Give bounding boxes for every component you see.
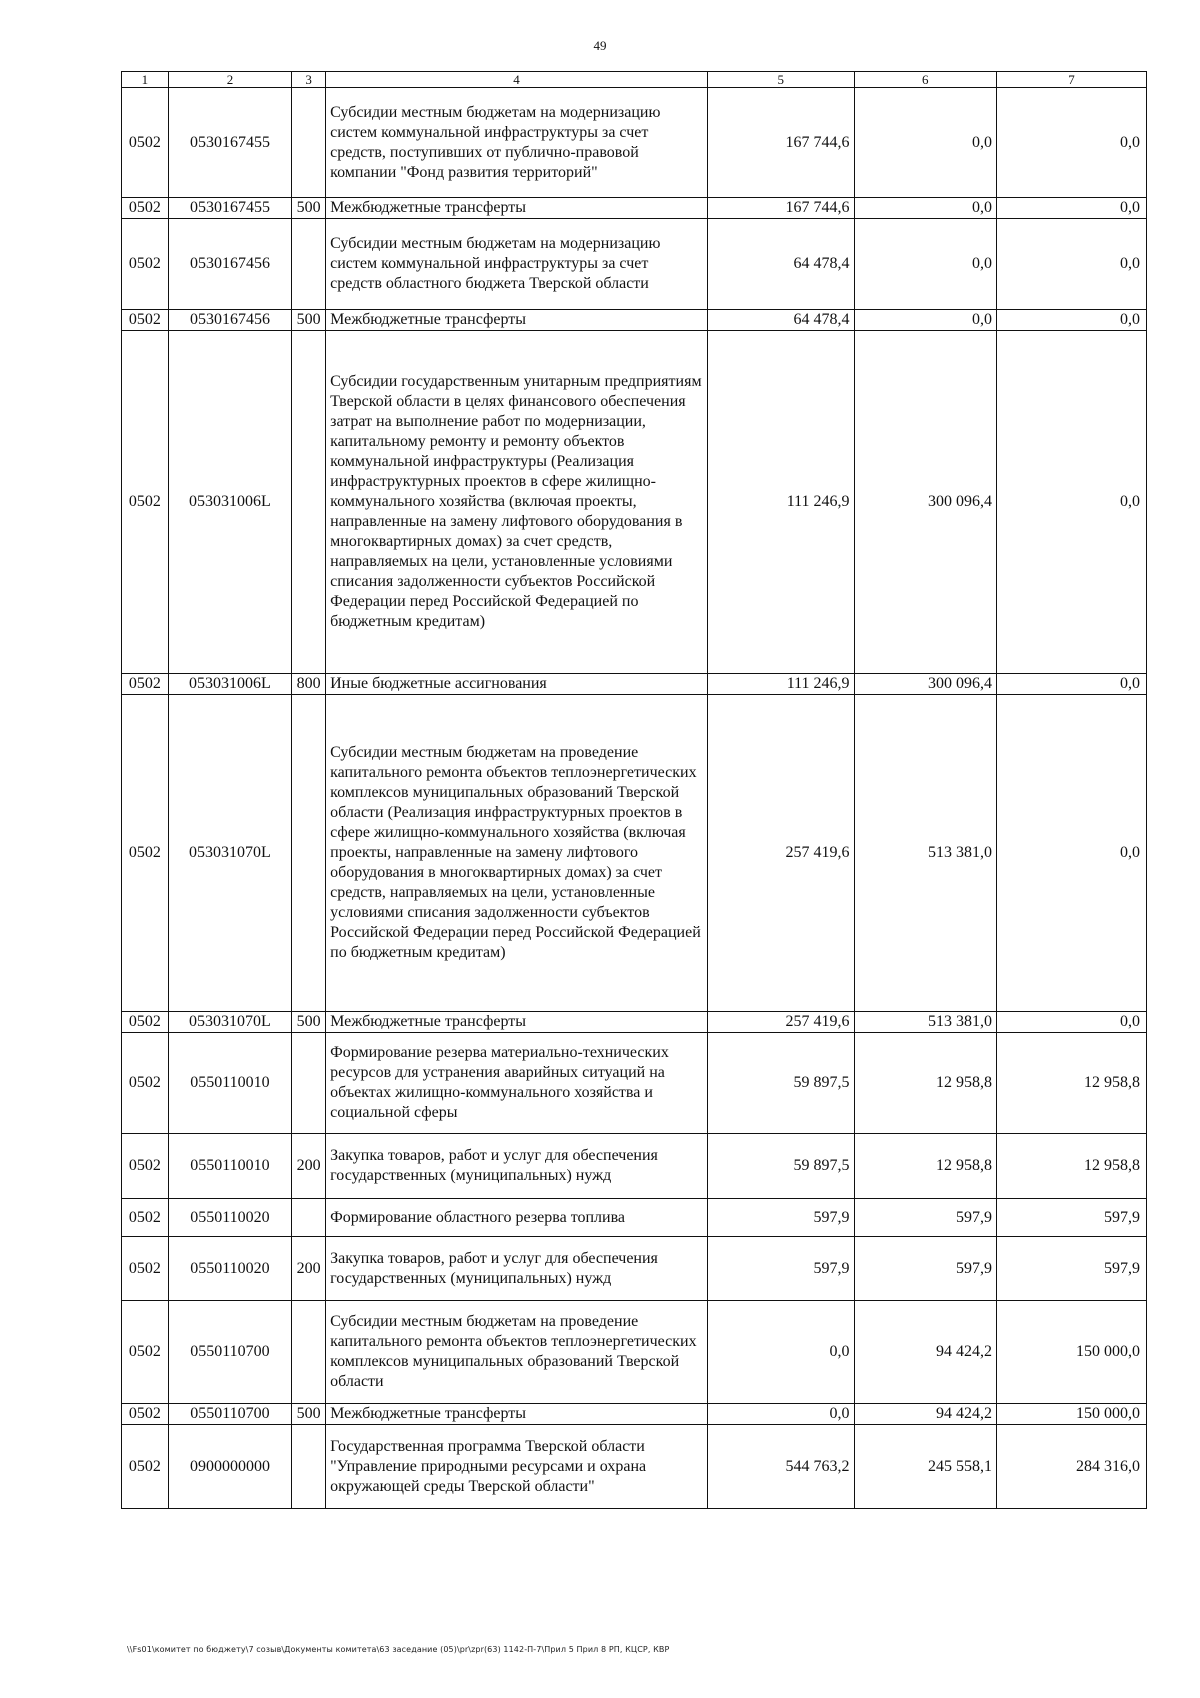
section-code-cell: 0502	[122, 331, 169, 674]
section-code-cell: 0502	[122, 1425, 169, 1509]
section-code-cell: 0502	[122, 1134, 169, 1199]
table-row	[122, 695, 1147, 1012]
target-article-cell: 0900000000	[168, 1425, 291, 1509]
item-name-cell: Формирование резерва материально-технических ресурсов для устранения аварийных ситуаций на объектах жилищно-коммунального хозяйства и социальной сферы	[326, 1033, 708, 1134]
target-article-cell: 053031070L	[168, 695, 291, 1012]
item-name-cell: Субсидии местным бюджетам на модернизацию систем коммунальной инфраструктуры за счет средств, поступивших от публично-правовой компании "Фонд развития территорий"	[326, 88, 708, 198]
amount-col6-cell: 94 424,2	[854, 1301, 996, 1404]
budget-table	[121, 71, 1147, 1509]
target-article-cell: 0530167455	[168, 198, 291, 219]
item-name-cell: Субсидии местным бюджетам на проведение капитального ремонта объектов теплоэнергетических комплексов муниципальных образований Тверской области	[326, 1301, 708, 1404]
expense-type-cell	[292, 88, 326, 198]
section-code-cell: 0502	[122, 674, 169, 695]
page-number: 49	[593, 38, 607, 53]
target-article-cell: 0530167456	[168, 310, 291, 331]
item-name-cell: Межбюджетные трансферты	[326, 198, 708, 219]
expense-type-cell	[292, 695, 326, 1012]
amount-col6-cell: 300 096,4	[854, 674, 996, 695]
amount-col5-cell: 257 419,6	[707, 1012, 854, 1033]
amount-col7-cell: 0,0	[997, 674, 1147, 695]
amount-col7-cell: 597,9	[997, 1237, 1147, 1301]
amount-col6-cell: 0,0	[854, 198, 996, 219]
amount-col6-cell: 300 096,4	[854, 331, 996, 674]
amount-col7-cell: 12 958,8	[997, 1033, 1147, 1134]
item-name-cell: Субсидии государственным унитарным предприятиям Тверской области в целях финансового обеспечения затрат на выполнение работ по модернизации, капитальному ремонту и ремонту объектов коммунальной инфраструктуры (Реализация инфраструктурных проектов в сфере жилищно-коммунального хозяйства (включая проекты, направленные на замену лифтового оборудования в многоквартирных домах) за счет средств, направляемых на цели, установленные условиями списания задолженности субъектов Российской Федерации перед Российской Федерацией по бюджетным кредитам)	[326, 331, 708, 674]
target-article-cell: 0550110700	[168, 1404, 291, 1425]
amount-col5-cell: 597,9	[707, 1237, 854, 1301]
header-cell: 5	[707, 72, 854, 88]
amount-col5-cell: 167 744,6	[707, 88, 854, 198]
table-row	[122, 1301, 1147, 1404]
target-article-cell: 053031006L	[168, 674, 291, 695]
table-row	[122, 1012, 1147, 1033]
section-code-cell: 0502	[122, 695, 169, 1012]
section-code-cell: 0502	[122, 219, 169, 310]
header-cell: 3	[292, 72, 326, 88]
amount-col7-cell: 0,0	[997, 198, 1147, 219]
amount-col7-cell: 0,0	[997, 331, 1147, 674]
amount-col5-cell: 111 246,9	[707, 674, 854, 695]
expense-type-cell: 500	[292, 310, 326, 331]
amount-col5-cell: 257 419,6	[707, 695, 854, 1012]
section-code-cell: 0502	[122, 1033, 169, 1134]
amount-col6-cell: 94 424,2	[854, 1404, 996, 1425]
amount-col7-cell: 597,9	[997, 1199, 1147, 1237]
section-code-cell: 0502	[122, 1012, 169, 1033]
amount-col5-cell: 0,0	[707, 1301, 854, 1404]
amount-col6-cell: 0,0	[854, 219, 996, 310]
target-article-cell: 0550110020	[168, 1199, 291, 1237]
target-article-cell: 0550110010	[168, 1134, 291, 1199]
section-code-cell: 0502	[122, 310, 169, 331]
amount-col7-cell: 150 000,0	[997, 1404, 1147, 1425]
section-code-cell: 0502	[122, 1301, 169, 1404]
amount-col5-cell: 0,0	[707, 1404, 854, 1425]
section-code-cell: 0502	[122, 1199, 169, 1237]
target-article-cell: 0550110700	[168, 1301, 291, 1404]
expense-type-cell: 200	[292, 1134, 326, 1199]
amount-col6-cell: 0,0	[854, 88, 996, 198]
expense-type-cell	[292, 1425, 326, 1509]
amount-col6-cell: 513 381,0	[854, 1012, 996, 1033]
header-cell: 6	[854, 72, 996, 88]
expense-type-cell	[292, 1033, 326, 1134]
amount-col7-cell: 12 958,8	[997, 1134, 1147, 1199]
target-article-cell: 0550110020	[168, 1237, 291, 1301]
item-name-cell: Закупка товаров, работ и услуг для обеспечения государственных (муниципальных) нужд	[326, 1134, 708, 1199]
item-name-cell: Межбюджетные трансферты	[326, 1012, 708, 1033]
header-row	[122, 72, 1147, 88]
item-name-cell: Иные бюджетные ассигнования	[326, 674, 708, 695]
amount-col6-cell: 513 381,0	[854, 695, 996, 1012]
table-row	[122, 1134, 1147, 1199]
expense-type-cell	[292, 1301, 326, 1404]
table-row	[122, 1425, 1147, 1509]
item-name-cell: Межбюджетные трансферты	[326, 310, 708, 331]
amount-col5-cell: 59 897,5	[707, 1033, 854, 1134]
amount-col5-cell: 111 246,9	[707, 331, 854, 674]
item-name-cell: Субсидии местным бюджетам на модернизацию систем коммунальной инфраструктуры за счет средств областного бюджета Тверской области	[326, 219, 708, 310]
header-cell: 2	[168, 72, 291, 88]
item-name-cell: Государственная программа Тверской области "Управление природными ресурсами и охрана окружающей среды Тверской области"	[326, 1425, 708, 1509]
table-row	[122, 1404, 1147, 1425]
section-code-cell: 0502	[122, 198, 169, 219]
amount-col5-cell: 544 763,2	[707, 1425, 854, 1509]
target-article-cell: 053031006L	[168, 331, 291, 674]
item-name-cell: Закупка товаров, работ и услуг для обеспечения государственных (муниципальных) нужд	[326, 1237, 708, 1301]
item-name-cell: Межбюджетные трансферты	[326, 1404, 708, 1425]
table-row	[122, 1237, 1147, 1301]
expense-type-cell: 500	[292, 198, 326, 219]
table-row	[122, 1199, 1147, 1237]
header-cell: 1	[122, 72, 169, 88]
table-row	[122, 219, 1147, 310]
amount-col6-cell: 12 958,8	[854, 1033, 996, 1134]
table-row	[122, 674, 1147, 695]
target-article-cell: 0530167456	[168, 219, 291, 310]
table-row	[122, 198, 1147, 219]
amount-col6-cell: 597,9	[854, 1237, 996, 1301]
expense-type-cell: 800	[292, 674, 326, 695]
item-name-cell: Субсидии местным бюджетам на проведение капитального ремонта объектов теплоэнергетических комплексов муниципальных образований Тверской области (Реализация инфраструктурных проектов в сфере жилищно-коммунального хозяйства (включая проекты, направленные на замену лифтового оборудования в многоквартирных домах) за счет средств, направляемых на цели, установленные условиями списания задолженности субъектов Российской Федерации перед Российской Федерацией по бюджетным кредитам)	[326, 695, 708, 1012]
header-cell: 7	[997, 72, 1147, 88]
expense-type-cell	[292, 331, 326, 674]
amount-col7-cell: 0,0	[997, 310, 1147, 331]
amount-col5-cell: 167 744,6	[707, 198, 854, 219]
section-code-cell: 0502	[122, 1404, 169, 1425]
amount-col6-cell: 12 958,8	[854, 1134, 996, 1199]
amount-col7-cell: 0,0	[997, 695, 1147, 1012]
section-code-cell: 0502	[122, 88, 169, 198]
header-cell: 4	[326, 72, 708, 88]
table-row	[122, 331, 1147, 674]
expense-type-cell: 200	[292, 1237, 326, 1301]
amount-col7-cell: 150 000,0	[997, 1301, 1147, 1404]
amount-col5-cell: 64 478,4	[707, 219, 854, 310]
target-article-cell: 053031070L	[168, 1012, 291, 1033]
amount-col7-cell: 0,0	[997, 1012, 1147, 1033]
table-row	[122, 1033, 1147, 1134]
target-article-cell: 0550110010	[168, 1033, 291, 1134]
footer-file-path: \\Fs01\комитет по бюджету\7 созыв\Документы комитета\63 заседание (05)\pr\zpr(63) 1142-П-7\Прил 5 Прил 8 РП, КЦСР, КВР	[127, 1645, 670, 1654]
amount-col6-cell: 597,9	[854, 1199, 996, 1237]
section-code-cell: 0502	[122, 1237, 169, 1301]
amount-col6-cell: 0,0	[854, 310, 996, 331]
amount-col7-cell: 284 316,0	[997, 1425, 1147, 1509]
amount-col5-cell: 597,9	[707, 1199, 854, 1237]
amount-col7-cell: 0,0	[997, 219, 1147, 310]
amount-col6-cell: 245 558,1	[854, 1425, 996, 1509]
expense-type-cell: 500	[292, 1404, 326, 1425]
amount-col5-cell: 64 478,4	[707, 310, 854, 331]
expense-type-cell	[292, 1199, 326, 1237]
table-row	[122, 88, 1147, 198]
expense-type-cell	[292, 219, 326, 310]
item-name-cell: Формирование областного резерва топлива	[326, 1199, 708, 1237]
amount-col5-cell: 59 897,5	[707, 1134, 854, 1199]
table-row	[122, 310, 1147, 331]
expense-type-cell: 500	[292, 1012, 326, 1033]
target-article-cell: 0530167455	[168, 88, 291, 198]
amount-col7-cell: 0,0	[997, 88, 1147, 198]
